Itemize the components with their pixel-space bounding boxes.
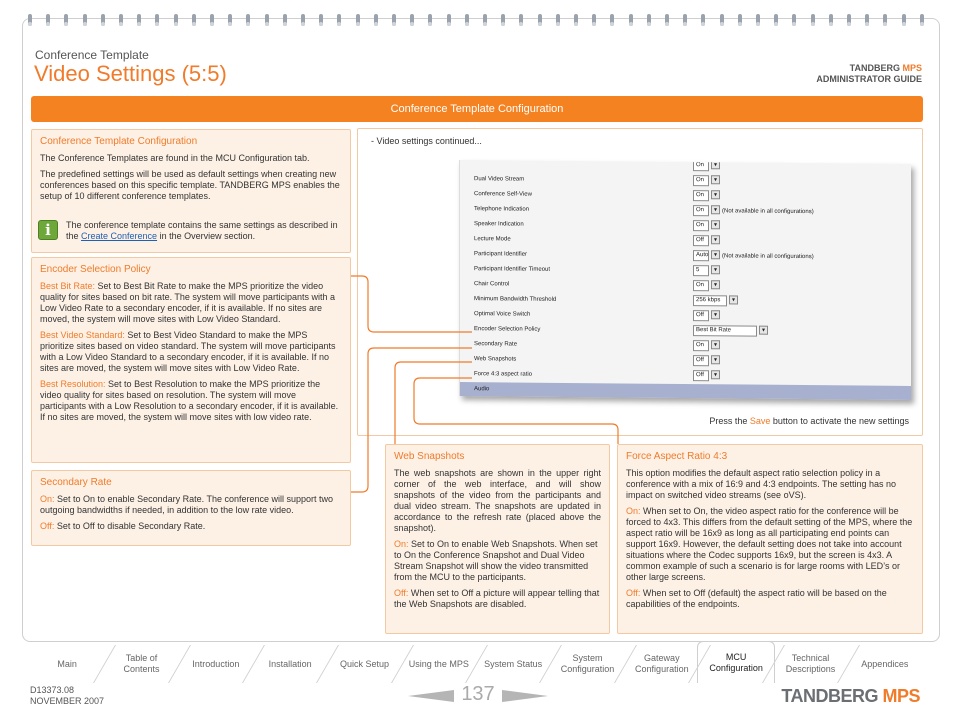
aspect-off-text: When set to Off (default) the aspect ratio will be based on the capabilities of the endpoints. bbox=[626, 588, 887, 609]
settings-row-label: Participant Identifier Timeout bbox=[474, 266, 551, 273]
secondary-off-label: Off: bbox=[40, 521, 55, 531]
chevron-down-icon[interactable]: ▾ bbox=[711, 265, 720, 274]
binder-ring bbox=[174, 14, 178, 26]
secondary-on bbox=[40, 494, 342, 516]
secondary-off-text: Set to Off to disable Secondary Rate. bbox=[54, 521, 206, 531]
binder-ring bbox=[865, 14, 869, 26]
chevron-down-icon[interactable]: ▾ bbox=[711, 235, 720, 244]
brand-logo bbox=[781, 686, 920, 707]
binder-ring bbox=[647, 14, 651, 26]
binder-ring bbox=[447, 14, 451, 26]
binder-ring bbox=[920, 14, 924, 26]
binder-ring bbox=[356, 14, 360, 26]
binder-ring bbox=[592, 14, 596, 26]
bvs-label: Best Video Standard: bbox=[40, 330, 125, 340]
config-p2: The predefined settings will be used as default settings when creating new conferences based on this specific template. TANDBERG MPS enables the setup of 10 different conference templates. bbox=[40, 169, 340, 201]
settings-row-label: Web Snapshots bbox=[474, 356, 517, 363]
settings-select[interactable]: On bbox=[693, 160, 709, 171]
binder-ring bbox=[629, 14, 633, 26]
nav-tab[interactable]: Appendices bbox=[861, 658, 909, 669]
chevron-down-icon[interactable]: ▾ bbox=[711, 160, 720, 169]
snapshots-on-label: On: bbox=[394, 539, 409, 549]
save-word: Save bbox=[749, 416, 771, 426]
brand-product: MPS bbox=[902, 63, 922, 73]
secondary-on-text: Set to On to enable Secondary Rate. The conference will support two outgoing bandwidths if needed, in addition to the low rate video. bbox=[40, 494, 334, 515]
br-text: Set to Best Resolution to make the MPS prioritize the video quality for sites based on resolution. The system will move participants with a Low Resolution to a secondary encoder, if it is available. If no sites are moved, the system will move sites with low video rate. bbox=[40, 379, 339, 422]
snapshots-on bbox=[394, 539, 601, 583]
settings-select[interactable]: Auto bbox=[693, 250, 709, 261]
brand-header bbox=[816, 63, 922, 85]
settings-row-label: Dual Video Stream bbox=[474, 176, 525, 183]
settings-select[interactable]: Off bbox=[693, 235, 709, 246]
settings-note: (Not available in all configurations) bbox=[722, 208, 814, 216]
binder-ring bbox=[246, 14, 250, 26]
chevron-down-icon[interactable]: ▾ bbox=[759, 326, 768, 335]
settings-select[interactable]: Off bbox=[693, 370, 709, 381]
snapshots-title: Web Snapshots bbox=[394, 451, 465, 462]
binder-ring bbox=[610, 14, 614, 26]
aspect-on-label: On: bbox=[626, 506, 641, 516]
page-title: Video Settings (5:5) bbox=[34, 61, 227, 86]
binder-ring bbox=[410, 14, 414, 26]
binder-ring bbox=[192, 14, 196, 26]
settings-select[interactable]: 256 kbps bbox=[693, 295, 727, 306]
chevron-down-icon[interactable]: ▾ bbox=[711, 205, 720, 214]
config-box bbox=[31, 129, 351, 253]
nav-tab[interactable]: MCU Configuration bbox=[697, 641, 775, 683]
settings-row-label: Force 4:3 aspect ratio bbox=[474, 371, 533, 378]
chevron-down-icon[interactable]: ▾ bbox=[711, 220, 720, 229]
nav-tab[interactable]: Installation bbox=[268, 658, 312, 669]
next-page-icon[interactable] bbox=[502, 690, 548, 702]
secondary-off bbox=[40, 521, 342, 532]
chevron-down-icon[interactable]: ▾ bbox=[711, 250, 720, 259]
nav-tab[interactable]: System Status bbox=[484, 658, 543, 669]
bvs-text: Set to Best Video Standard to make the MPS prioritize sites based on video standard. The system will move participants with a Low Video Standard to a secondary encoder, if it is available. If no sites are moved, the system will move sites with Low Video Rate. bbox=[40, 330, 336, 373]
binder-ring bbox=[265, 14, 269, 26]
settings-select[interactable]: On bbox=[693, 190, 709, 201]
snapshots-off bbox=[394, 588, 601, 610]
doc-info bbox=[30, 685, 104, 707]
chevron-down-icon[interactable]: ▾ bbox=[711, 175, 720, 184]
chevron-down-icon[interactable]: ▾ bbox=[711, 310, 720, 319]
binder-ring bbox=[28, 14, 32, 26]
nav-tab[interactable]: Technical Descriptions bbox=[785, 653, 836, 674]
binder-ring bbox=[738, 14, 742, 26]
secondary-title: Secondary Rate bbox=[40, 477, 112, 488]
snapshots-off-label: Off: bbox=[394, 588, 409, 598]
binder-ring bbox=[64, 14, 68, 26]
nav-tab[interactable]: Table of Contents bbox=[123, 653, 160, 674]
binder-ring bbox=[155, 14, 159, 26]
chevron-down-icon[interactable]: ▾ bbox=[711, 340, 720, 349]
binder-ring bbox=[756, 14, 760, 26]
settings-select[interactable]: Off bbox=[693, 310, 709, 321]
snapshots-p1: The web snapshots are shown in the upper right corner of the web interface, and will show snapshots of the video from the participants and dual video stream. The snapshots are updated in accordance to the refresh rate (placed above the snapshot). bbox=[394, 468, 601, 533]
settings-row-label: Secondary Rate bbox=[474, 341, 518, 348]
binder-ring bbox=[83, 14, 87, 26]
info-note bbox=[66, 220, 344, 242]
settings-note: (Not available in all configurations) bbox=[722, 253, 814, 261]
aspect-on bbox=[626, 506, 914, 583]
nav-tab[interactable]: Introduction bbox=[192, 658, 240, 669]
nav-tab[interactable]: Gateway Configuration bbox=[635, 653, 689, 674]
continued-text: - Video settings continued... bbox=[371, 136, 482, 146]
settings-row-label: Conference Self-View bbox=[474, 191, 532, 198]
settings-row-label: Encoder Selection Policy bbox=[474, 326, 541, 333]
binder-ring bbox=[483, 14, 487, 26]
settings-select[interactable]: On bbox=[693, 340, 709, 351]
nav-tab[interactable]: Quick Setup bbox=[339, 658, 389, 669]
binder-ring bbox=[119, 14, 123, 26]
aspect-title: Force Aspect Ratio 4:3 bbox=[626, 451, 728, 462]
nav-tab[interactable]: System Configuration bbox=[560, 653, 615, 674]
settings-select[interactable]: On bbox=[693, 205, 709, 216]
settings-select[interactable]: On bbox=[693, 175, 709, 186]
binder-ring bbox=[301, 14, 305, 26]
aspect-p1: This option modifies the default aspect ratio selection policy in a conference with a mix of 16:9 and 4:3 endpoints. The setting has no impact on switched video streams (see oVS). bbox=[626, 468, 897, 500]
save-pre: Press the bbox=[709, 416, 750, 426]
section-label: Conference Template bbox=[35, 48, 149, 62]
save-post: button to activate the new settings bbox=[770, 416, 909, 426]
nav-tab[interactable]: Using the MPS bbox=[408, 658, 469, 669]
encoder-box bbox=[31, 257, 351, 463]
binder-ring bbox=[556, 14, 560, 26]
chevron-down-icon[interactable]: ▾ bbox=[711, 190, 720, 199]
binder-ring bbox=[283, 14, 287, 26]
settings-row-label: Optimal Voice Switch bbox=[474, 311, 531, 318]
settings-row-label: Audio bbox=[474, 386, 490, 393]
doc-number: D13373.08 bbox=[30, 685, 75, 695]
bbr-text: Set to Best Bit Rate to make the MPS prioritize the video quality for sites based on bit rate. The system will move participants with a Low Video Rate to a secondary encoder, if it is available. If no sites are moved, the system will move sites with Low Video Standard. bbox=[40, 281, 335, 324]
binder-ring bbox=[811, 14, 815, 26]
binder-rings bbox=[28, 14, 928, 32]
binder-ring bbox=[774, 14, 778, 26]
bottom-nav bbox=[30, 645, 922, 685]
binder-ring bbox=[465, 14, 469, 26]
settings-row-label: Participant Identifier bbox=[474, 251, 528, 258]
binder-ring bbox=[883, 14, 887, 26]
bbr-label: Best Bit Rate: bbox=[40, 281, 96, 291]
aspect-off bbox=[626, 588, 914, 610]
aspect-box bbox=[617, 444, 923, 634]
encoder-title: Encoder Selection Policy bbox=[40, 264, 151, 275]
binder-ring bbox=[319, 14, 323, 26]
section-banner: Conference Template Configuration bbox=[31, 96, 923, 122]
chevron-down-icon[interactable]: ▾ bbox=[729, 295, 738, 304]
secondary-box bbox=[31, 470, 351, 546]
page-number: 137 bbox=[461, 683, 495, 705]
info-pre: The conference template contains the same settings as described in the bbox=[66, 220, 338, 241]
brand-name: TANDBERG bbox=[849, 63, 903, 73]
settings-select[interactable]: Best Bit Rate bbox=[693, 325, 757, 337]
binder-ring bbox=[701, 14, 705, 26]
info-post: in the Overview section. bbox=[157, 231, 256, 241]
pager bbox=[408, 683, 548, 709]
settings-row-label: Telephone Indication bbox=[474, 206, 530, 213]
binder-ring bbox=[428, 14, 432, 26]
binder-ring bbox=[829, 14, 833, 26]
save-instruction bbox=[709, 416, 909, 427]
doc-date: NOVEMBER 2007 bbox=[30, 696, 105, 706]
binder-ring bbox=[538, 14, 542, 26]
logo-brand: TANDBERG bbox=[781, 686, 883, 706]
binder-ring bbox=[519, 14, 523, 26]
binder-ring bbox=[720, 14, 724, 26]
binder-ring bbox=[392, 14, 396, 26]
info-icon: i bbox=[38, 220, 58, 240]
binder-ring bbox=[574, 14, 578, 26]
config-p1: The Conference Templates are found in the MCU Configuration tab. bbox=[40, 153, 310, 163]
binder-ring bbox=[665, 14, 669, 26]
chevron-down-icon[interactable]: ▾ bbox=[711, 280, 720, 289]
create-conference-link[interactable]: Create Conference bbox=[81, 231, 158, 241]
binder-ring bbox=[46, 14, 50, 26]
settings-row-label: Speaker Indication bbox=[474, 221, 524, 228]
settings-select[interactable]: On bbox=[693, 220, 709, 231]
snapshots-on-text: Set to On to enable Web Snapshots. When set to On the Conference Snapshot and Dual Video Stream Snapshot will show the video transmitted from the MCU to the participants. bbox=[394, 539, 598, 582]
binder-ring bbox=[137, 14, 141, 26]
nav-tab[interactable]: Main bbox=[57, 658, 77, 669]
snapshots-off-text: When set to Off a picture will appear telling that the Web Snapshots are disabled. bbox=[394, 588, 600, 609]
snapshots-box bbox=[385, 444, 610, 634]
binder-ring bbox=[210, 14, 214, 26]
binder-ring bbox=[374, 14, 378, 26]
logo-product: MPS bbox=[882, 686, 920, 706]
settings-select[interactable]: 5 bbox=[693, 265, 709, 276]
binder-ring bbox=[683, 14, 687, 26]
secondary-on-label: On: bbox=[40, 494, 55, 504]
settings-select[interactable]: Off bbox=[693, 355, 709, 366]
config-title: Conference Template Configuration bbox=[40, 136, 198, 147]
chevron-down-icon[interactable]: ▾ bbox=[711, 355, 720, 364]
guide-name: ADMINISTRATOR GUIDE bbox=[816, 74, 922, 84]
settings-screenshot bbox=[459, 160, 911, 400]
settings-row-label: Chair Control bbox=[474, 281, 510, 288]
encoder-br bbox=[40, 379, 342, 423]
settings-row-label: Lecture Mode bbox=[474, 236, 511, 243]
binder-ring bbox=[847, 14, 851, 26]
settings-select[interactable]: On bbox=[693, 280, 709, 291]
binder-ring bbox=[228, 14, 232, 26]
encoder-bbr bbox=[40, 281, 342, 325]
prev-page-icon[interactable] bbox=[408, 690, 454, 702]
chevron-down-icon[interactable]: ▾ bbox=[711, 370, 720, 379]
binder-ring bbox=[792, 14, 796, 26]
binder-ring bbox=[337, 14, 341, 26]
binder-ring bbox=[101, 14, 105, 26]
binder-ring bbox=[501, 14, 505, 26]
br-label: Best Resolution: bbox=[40, 379, 106, 389]
aspect-off-label: Off: bbox=[626, 588, 641, 598]
encoder-bvs bbox=[40, 330, 342, 374]
settings-row-label: Minimum Bandwidth Threshold bbox=[474, 296, 557, 303]
aspect-on-text: When set to On, the video aspect ratio for the conference will be forced to 4x3. This differs from the default setting of the MPS, where the aspect ratio will be 16x9 as long as all participating end points can support 16x9. However, the default setting does not take into account situations where the Codec supports 16x9, but the screen is 4x3. A common example of such a scenario is for large rooms with LED’s or other large screens. bbox=[626, 506, 913, 582]
binder-ring bbox=[902, 14, 906, 26]
